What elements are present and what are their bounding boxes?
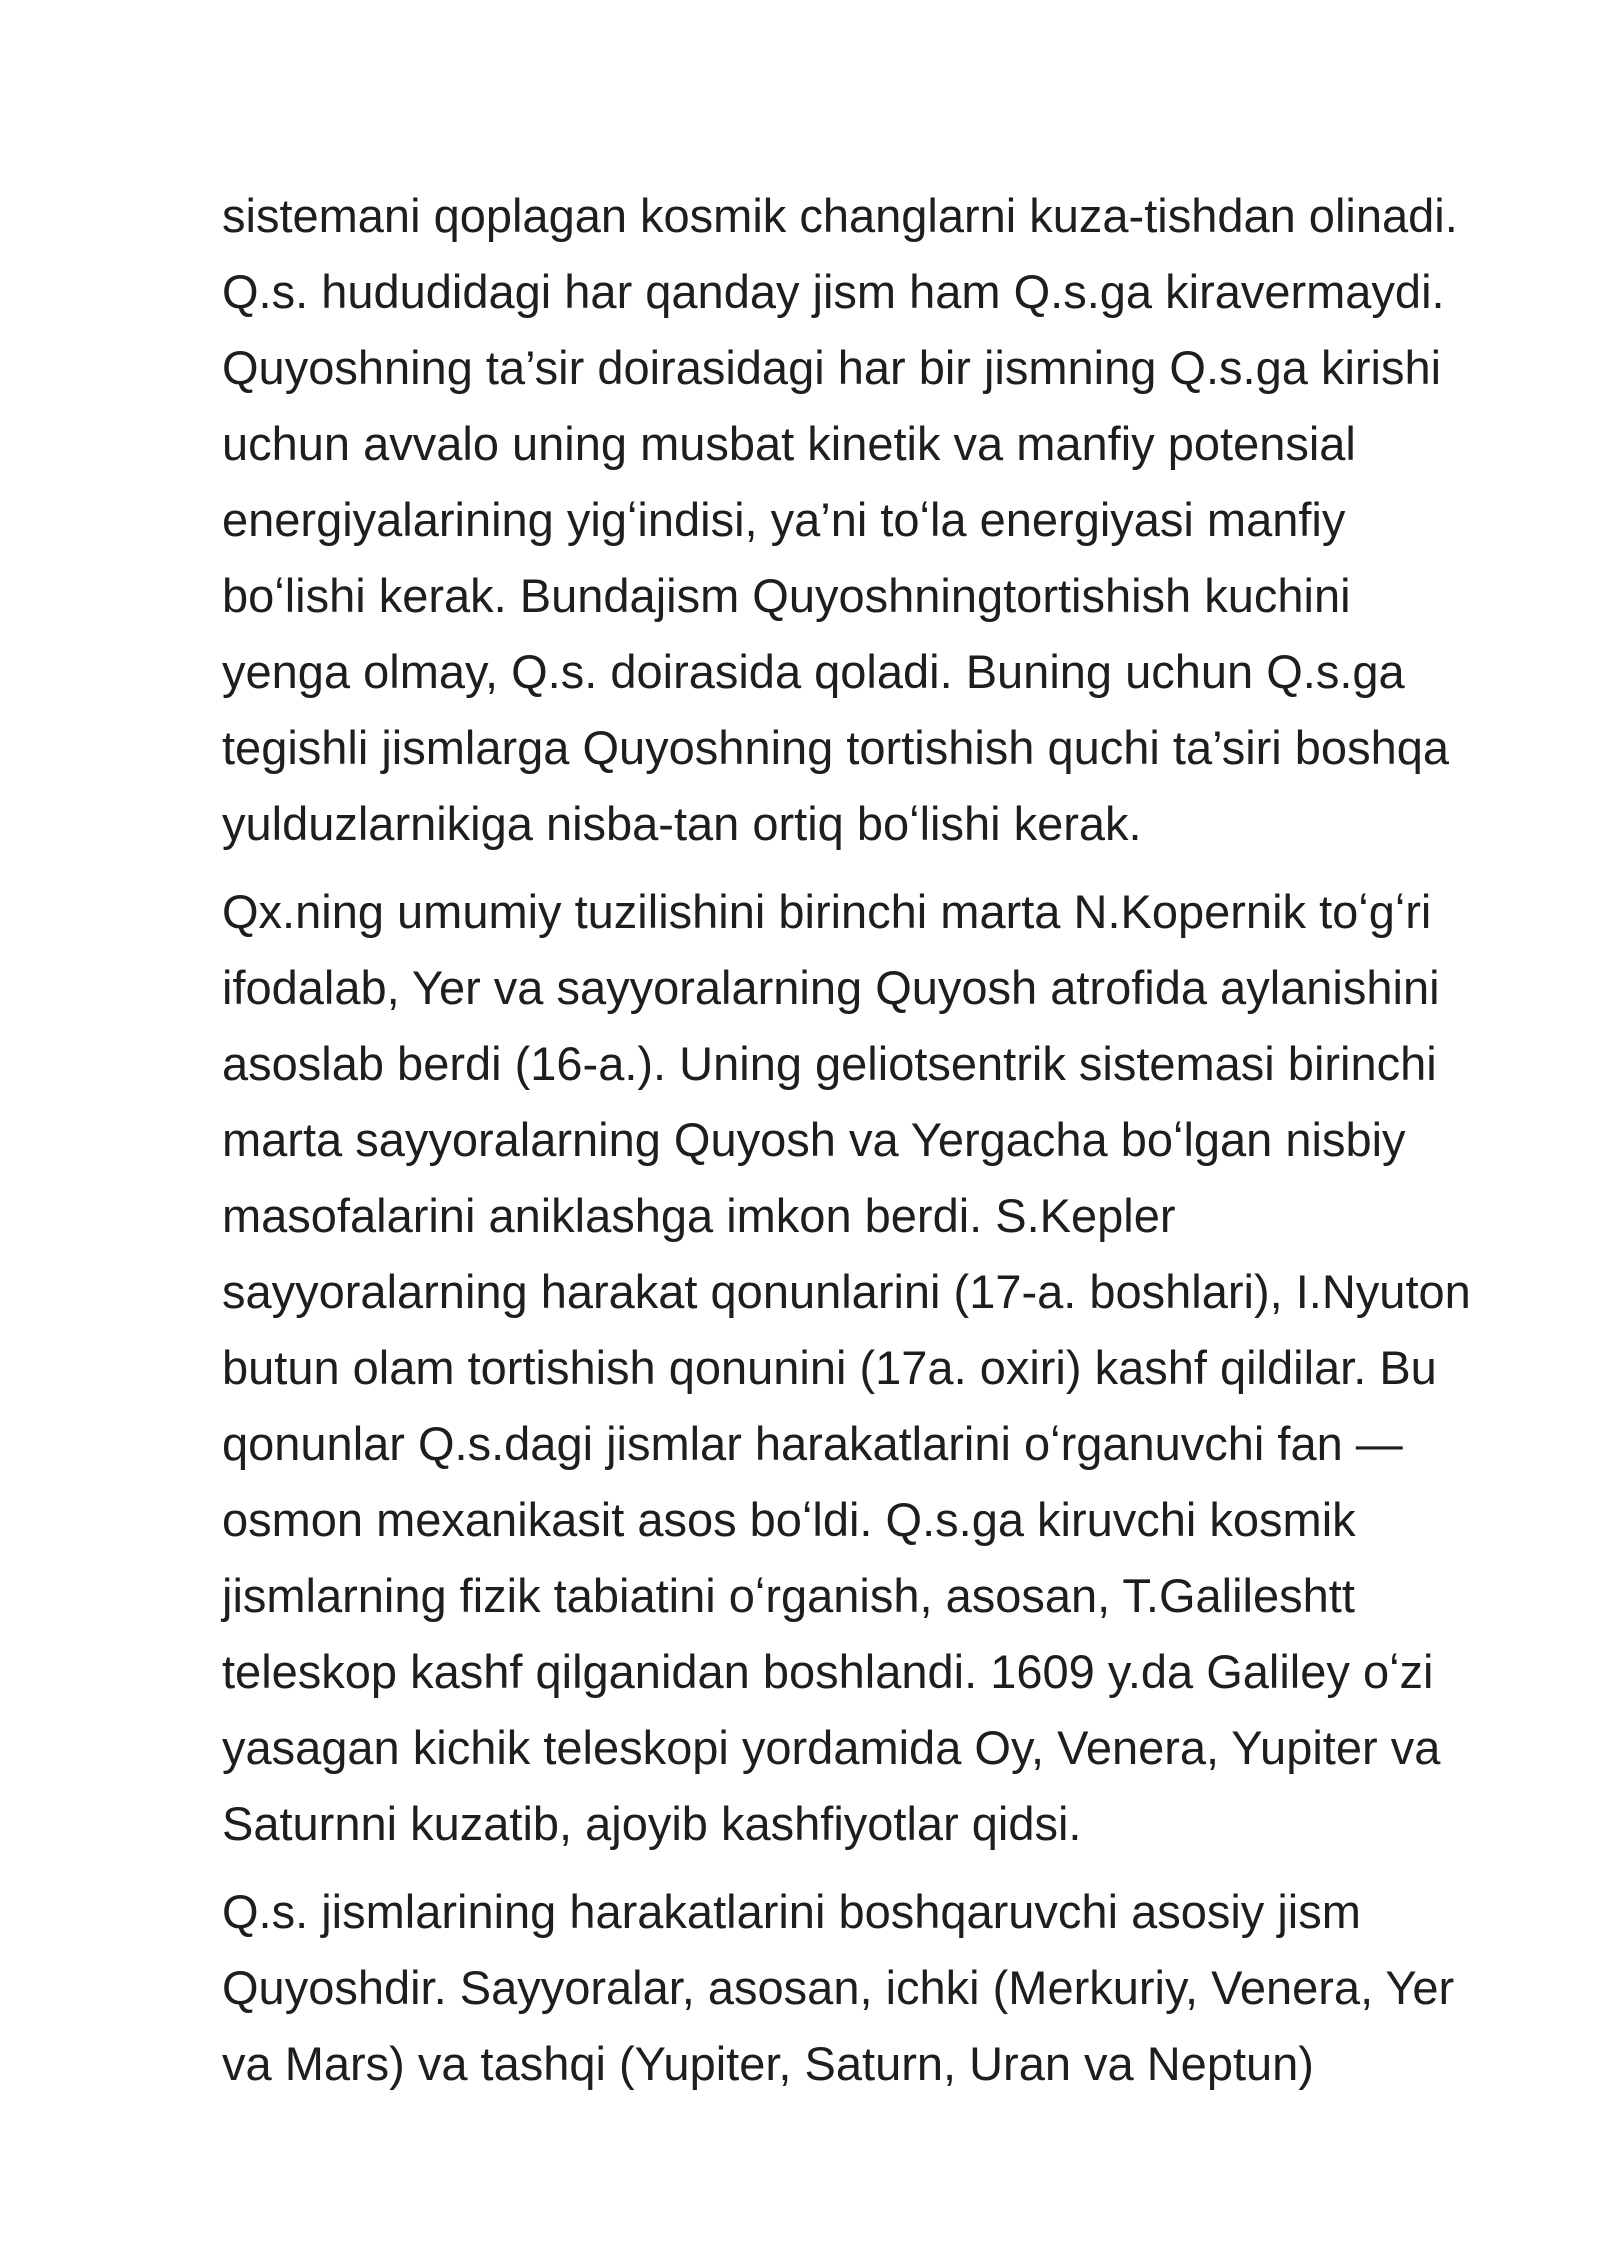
text-line: yenga olmay, Q.s. doirasida qoladi. Buning uchun Q.s.ga bbox=[222, 645, 1405, 698]
text-line: yasagan kichik teleskopi yordamida Oy, Venera, Yupiter va bbox=[222, 1721, 1441, 1774]
text-line: sistemani qoplagan kosmik changlarni kuza-tishdan olinadi. bbox=[222, 189, 1458, 242]
text-column bbox=[222, 178, 1484, 2114]
text-line: uchun avvalo uning musbat kinetik va manfiy potensial bbox=[222, 417, 1356, 470]
text-line: Quyoshdir. Sayyoralar, asosan, ichki (Merkuriy, Venera, Yer bbox=[222, 1961, 1455, 2014]
paragraph-2 bbox=[222, 874, 1484, 1862]
text-line: Qx.ning umumiy tuzilishini birinchi marta N.Kopernik toʻgʻri bbox=[222, 885, 1432, 938]
paragraph-3 bbox=[222, 1874, 1484, 2102]
text-line: jismlarning fizik tabiatini oʻrganish, asosan, T.Galileshtt bbox=[222, 1569, 1355, 1622]
text-line: tegishli jismlarga Quyoshning tortishish quchi ta’siri boshqa bbox=[222, 721, 1449, 774]
text-line: ifodalab, Yer va sayyoralarning Quyosh atrofida aylanishini bbox=[222, 961, 1440, 1014]
text-line: butun olam tortishish qonunini (17a. oxiri) kashf qildilar. Bu bbox=[222, 1341, 1437, 1394]
text-line: asoslab berdi (16-a.). Uning geliotsentrik sistemasi birinchi bbox=[222, 1037, 1437, 1090]
text-line: marta sayyoralarning Quyosh va Yergacha boʻlgan nisbiy bbox=[222, 1113, 1406, 1166]
text-line: energiyalarining yigʻindisi, ya’ni toʻla energiyasi manfiy bbox=[222, 493, 1346, 546]
text-line: teleskop kashf qilganidan boshlandi. 1609 y.da Galiley oʻzi bbox=[222, 1645, 1434, 1698]
text-line: masofalarini aniklashga imkon berdi. S.Kepler bbox=[222, 1189, 1176, 1242]
text-line: qonunlar Q.s.dagi jismlar harakatlarini oʻrganuvchi fan — bbox=[222, 1417, 1403, 1470]
text-line: boʻlishi kerak. Bundajism Quyoshningtortishish kuchini bbox=[222, 569, 1351, 622]
text-line: yulduzlarnikiga nisba-tan ortiq boʻlishi kerak. bbox=[222, 797, 1142, 850]
text-line: Saturnni kuzatib, ajoyib kashfiyotlar qidsi. bbox=[222, 1797, 1082, 1850]
text-line: Quyoshning ta’sir doirasidagi har bir jismning Q.s.ga kirishi bbox=[222, 341, 1442, 394]
text-line: Q.s. hududidagi har qanday jism ham Q.s.ga kiravermaydi. bbox=[222, 265, 1445, 318]
text-line: Q.s. jismlarining harakatlarini boshqaruvchi asosiy jism bbox=[222, 1885, 1361, 1938]
text-line: va Mars) va tashqi (Yupiter, Saturn, Uran va Neptun) bbox=[222, 2037, 1314, 2090]
text-line: osmon mexanikasit asos boʻldi. Q.s.ga kiruvchi kosmik bbox=[222, 1493, 1356, 1546]
paragraph-1 bbox=[222, 178, 1484, 862]
text-line: sayyoralarning harakat qonunlarini (17-a. boshlari), I.Nyuton bbox=[222, 1265, 1471, 1318]
